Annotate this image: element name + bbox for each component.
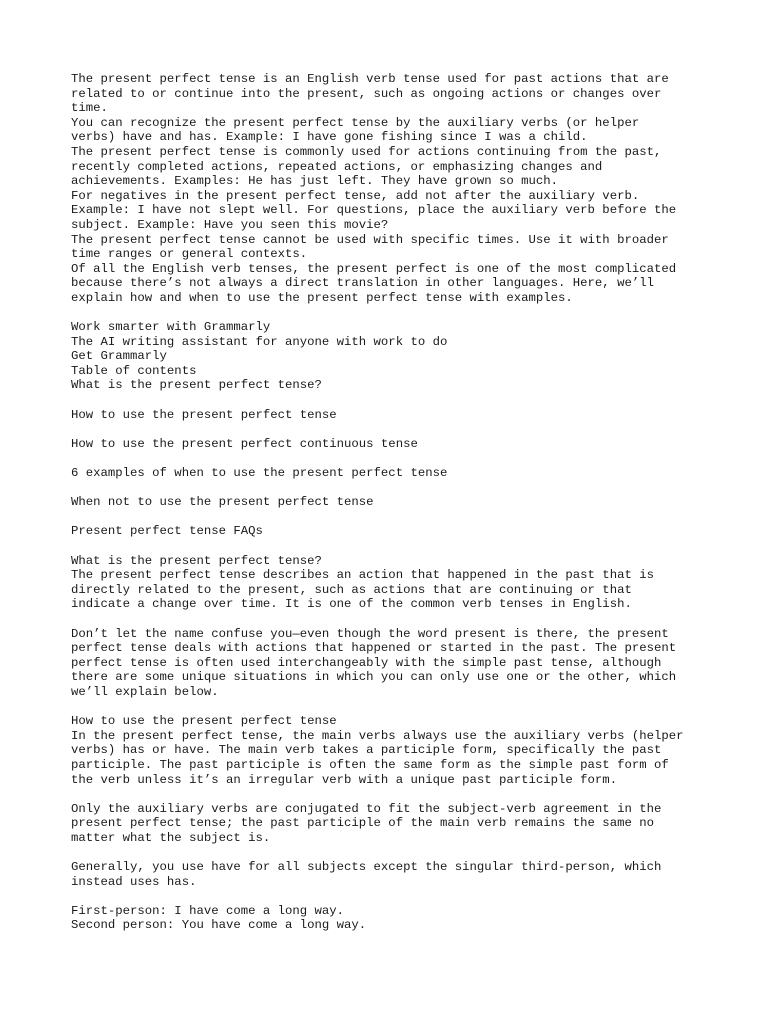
text-line: we’ll explain below.: [71, 684, 219, 699]
spacer: [71, 700, 721, 715]
example-line: Second person: You have come a long way.: [71, 918, 367, 933]
toc-item[interactable]: Present perfect tense FAQs: [71, 524, 263, 539]
text-line: The present perfect tense cannot be used with specific times. Use it with broader: [71, 232, 669, 247]
spacer: [71, 539, 721, 554]
toc-heading: Table of contents: [71, 363, 197, 378]
spacer: [71, 393, 721, 408]
toc-item[interactable]: How to use the present perfect continuous tense: [71, 436, 418, 451]
promo-subtitle: The AI writing assistant for anyone with work to do: [71, 334, 448, 349]
text-line: perfect tense deals with actions that happened or started in the past. The present: [71, 641, 677, 656]
text-line: verbs) have and has. Example: I have gone fishing since I was a child.: [71, 130, 588, 145]
spacer: [71, 889, 721, 904]
text-line: For negatives in the present perfect tense, add not after the auxiliary verb.: [71, 188, 640, 203]
toc-item[interactable]: How to use the present perfect tense: [71, 407, 337, 422]
toc-item[interactable]: 6 examples of when to use the present perfect tense: [71, 466, 448, 481]
text-line: Don’t let the name confuse you—even though the word present is there, the present: [71, 626, 669, 641]
text-line: The present perfect tense is commonly used for actions continuing from the past,: [71, 144, 662, 159]
table-of-contents: [71, 378, 721, 539]
text-line: there are some unique situations in which you can only use one or the other, which: [71, 670, 677, 685]
text-line: The present perfect tense describes an action that happened in the past that is: [71, 568, 654, 583]
spacer: [71, 612, 721, 627]
intro-paragraph: [71, 72, 721, 306]
spacer: [71, 306, 721, 321]
document-page: [71, 72, 721, 933]
text-line: matter what the subject is.: [71, 830, 271, 845]
spacer: [71, 422, 721, 437]
get-grammarly-link[interactable]: Get Grammarly: [71, 349, 167, 364]
spacer: [71, 845, 721, 860]
spacer: [71, 787, 721, 802]
text-line: indicate a change over time. It is one of the common verb tenses in English.: [71, 597, 632, 612]
section-heading: How to use the present perfect tense: [71, 714, 337, 729]
text-line: Of all the English verb tenses, the present perfect is one of the most complicated: [71, 261, 677, 276]
text-line: time.: [71, 101, 108, 116]
text-line: subject. Example: Have you seen this movie?: [71, 217, 389, 232]
toc-item[interactable]: When not to use the present perfect tense: [71, 495, 374, 510]
text-line: present perfect tense; the past participle of the main verb remains the same no: [71, 816, 654, 831]
text-line: related to or continue into the present, such as ongoing actions or changes over: [71, 86, 662, 101]
text-line: perfect tense is often used interchangeably with the simple past tense, although: [71, 655, 662, 670]
text-line: You can recognize the present perfect tense by the auxiliary verbs (or helper: [71, 115, 640, 130]
example-line: First-person: I have come a long way.: [71, 903, 345, 918]
text-line: Example: I have not slept well. For questions, place the auxiliary verb before the: [71, 203, 677, 218]
spacer: [71, 481, 721, 496]
section-how-to-use: [71, 714, 721, 933]
toc-item[interactable]: What is the present perfect tense?: [71, 378, 322, 393]
text-line: directly related to the present, such as actions that are continuing or that: [71, 582, 632, 597]
promo-title: Work smarter with Grammarly: [71, 320, 271, 335]
text-line: verbs) has or have. The main verb takes a participle form, specifically the past: [71, 743, 662, 758]
text-line: participle. The past participle is often the same form as the simple past form of: [71, 757, 669, 772]
text-line: the verb unless it’s an irregular verb with a unique past participle form.: [71, 772, 618, 787]
text-line: recently completed actions, repeated actions, or emphasizing changes and: [71, 159, 603, 174]
text-line: Only the auxiliary verbs are conjugated to fit the subject-verb agreement in the: [71, 801, 662, 816]
spacer: [71, 451, 721, 466]
text-line: instead uses has.: [71, 874, 197, 889]
text-line: Generally, you use have for all subjects except the singular third-person, which: [71, 860, 662, 875]
text-line: because there’s not always a direct translation in other languages. Here, we’ll: [71, 276, 654, 291]
section-what-is: [71, 554, 721, 700]
text-line: The present perfect tense is an English verb tense used for past actions that are: [71, 72, 669, 86]
spacer: [71, 510, 721, 525]
text-line: explain how and when to use the present perfect tense with examples.: [71, 290, 573, 305]
text-line: achievements. Examples: He has just left. They have grown so much.: [71, 174, 559, 189]
text-line: time ranges or general contexts.: [71, 247, 308, 262]
text-line: In the present perfect tense, the main verbs always use the auxiliary verbs (helper: [71, 728, 684, 743]
section-heading: What is the present perfect tense?: [71, 553, 322, 568]
promo-block: [71, 320, 721, 378]
